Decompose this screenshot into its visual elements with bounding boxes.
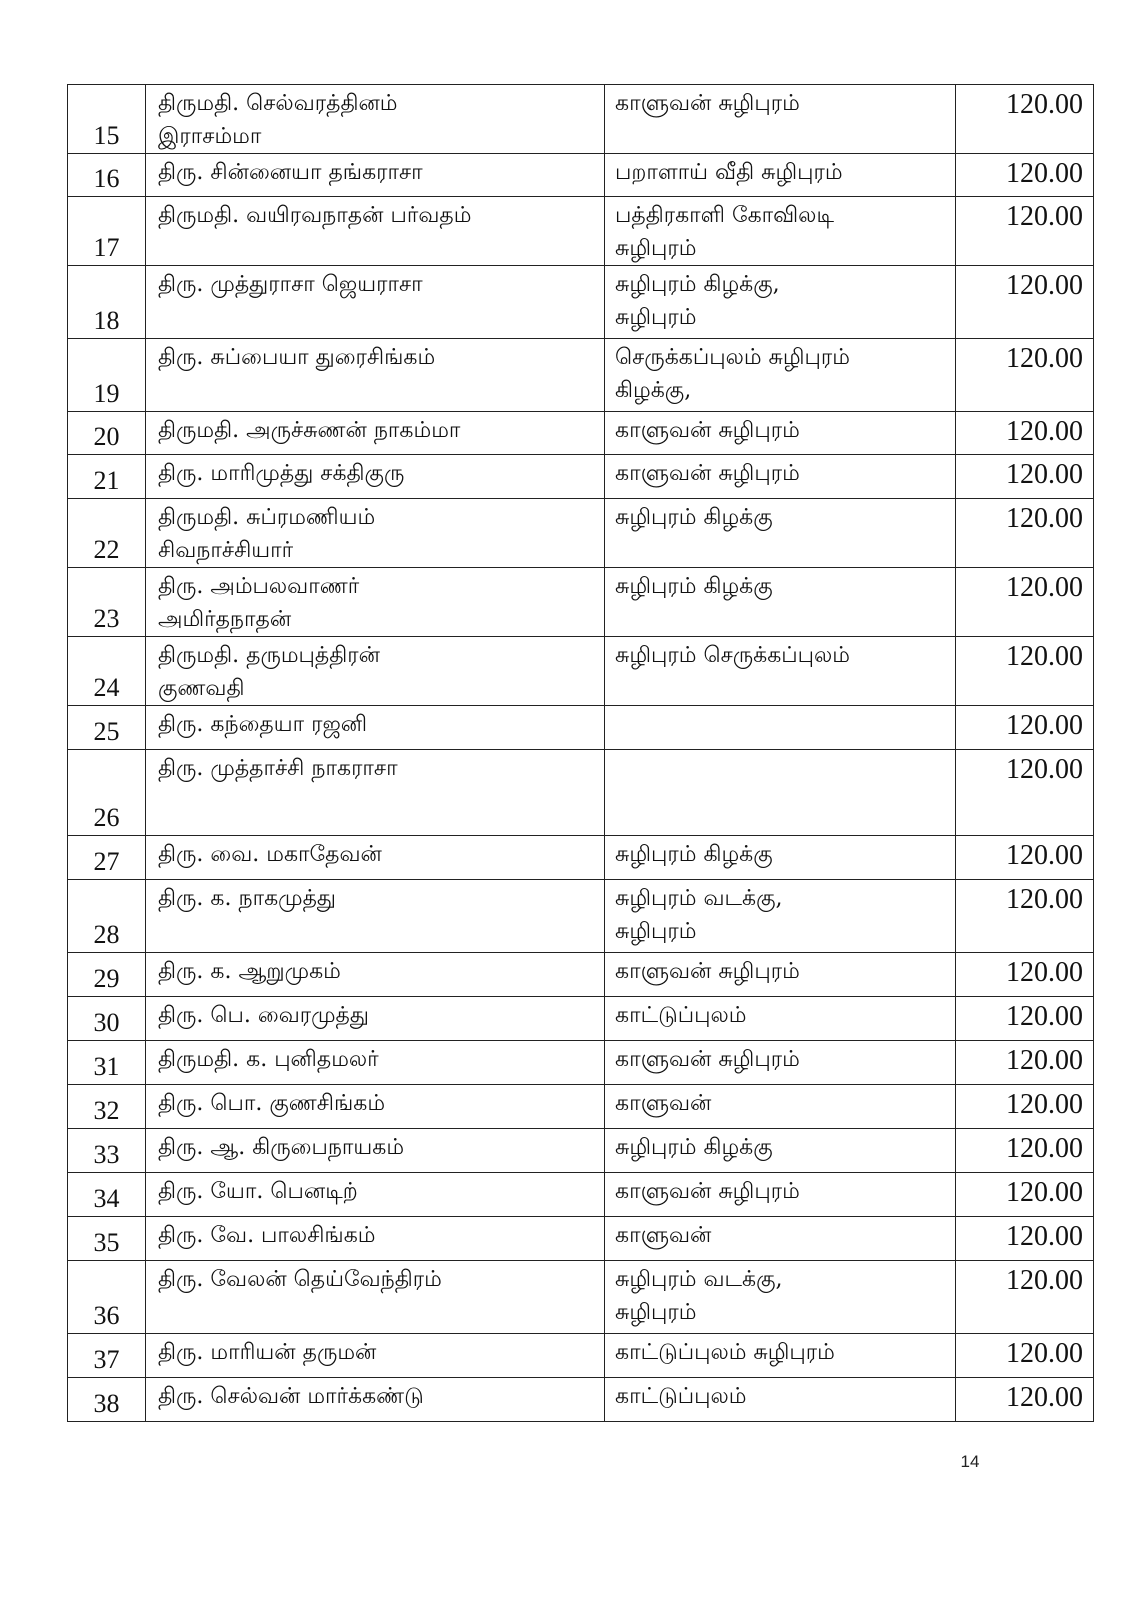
row-address-cell (605, 154, 956, 197)
row-address: சுழிபுரம் கிழக்கு (615, 842, 773, 867)
row-number: 31 (93, 1052, 120, 1081)
table-row (68, 997, 1094, 1041)
table-row (68, 1129, 1094, 1173)
row-amount: 120.00 (1006, 710, 1083, 741)
row-address-cell (605, 197, 956, 266)
row-address-cell (605, 836, 956, 880)
table-row (68, 197, 1094, 266)
row-amount: 120.00 (1006, 503, 1083, 534)
row-amount-cell (956, 455, 1094, 499)
row-name-cell (146, 880, 605, 953)
row-number: 19 (93, 379, 120, 408)
row-number-cell (68, 85, 146, 154)
row-amount: 120.00 (1006, 343, 1083, 374)
row-number: 21 (93, 466, 120, 495)
row-number: 24 (93, 673, 120, 702)
row-amount-cell (956, 1261, 1094, 1334)
row-name: திரு. கந்தையா ரஜனி (158, 712, 368, 737)
row-address-cell (605, 568, 956, 637)
row-address-cell (605, 339, 956, 412)
table-row (68, 750, 1094, 836)
table-row (68, 1173, 1094, 1217)
row-address: காளுவன் சுழிபுரம் (615, 461, 800, 486)
row-name-cell (146, 85, 605, 154)
row-amount-cell (956, 499, 1094, 568)
row-amount-cell (956, 1217, 1094, 1261)
row-address: காட்டுப்புலம் (615, 1003, 747, 1028)
row-number-cell (68, 953, 146, 997)
row-address: காளுவன் (615, 1091, 712, 1116)
row-amount: 120.00 (1006, 1338, 1083, 1369)
row-name-cell (146, 455, 605, 499)
row-name: திரு. வை. மகாதேவன் (158, 842, 382, 867)
row-name: திரு. பெ. வைரமுத்து (158, 1003, 369, 1028)
row-name-cell (146, 499, 605, 568)
row-number-cell (68, 266, 146, 339)
row-address: காளுவன் சுழிபுரம் (615, 1179, 800, 1204)
row-address-cell (605, 1378, 956, 1422)
row-number: 27 (93, 847, 120, 876)
row-number-cell (68, 339, 146, 412)
table-row (68, 637, 1094, 706)
row-address: சுழிபுரம் கிழக்கு (615, 574, 773, 599)
table-row (68, 455, 1094, 499)
table-row (68, 706, 1094, 750)
row-number-cell (68, 568, 146, 637)
row-name-cell (146, 1378, 605, 1422)
row-name-cell (146, 836, 605, 880)
row-number: 15 (93, 121, 120, 150)
row-number: 34 (93, 1184, 120, 1213)
row-number: 26 (93, 803, 120, 832)
table-row (68, 1378, 1094, 1422)
row-name: திரு. ஆ. கிருபைநாயகம் (158, 1135, 405, 1160)
row-address-cell (605, 85, 956, 154)
row-name: திருமதி. அருச்சுணன் நாகம்மா (158, 418, 461, 443)
row-address-cell (605, 412, 956, 455)
row-name: திரு. மாரிமுத்து சக்திகுரு (158, 461, 405, 486)
row-amount-cell (956, 1378, 1094, 1422)
row-name-cell (146, 197, 605, 266)
row-amount: 120.00 (1006, 1001, 1083, 1032)
row-address-cell (605, 1129, 956, 1173)
row-number-cell (68, 455, 146, 499)
row-amount: 120.00 (1006, 1221, 1083, 1252)
row-amount: 120.00 (1006, 201, 1083, 232)
row-name-cell (146, 154, 605, 197)
row-name-cell (146, 997, 605, 1041)
row-number: 17 (93, 233, 120, 262)
row-amount-cell (956, 997, 1094, 1041)
row-amount-cell (956, 1173, 1094, 1217)
row-name: திருமதி. சுப்ரமணியம் சிவநாச்சியார் (158, 505, 376, 563)
table-row (68, 1041, 1094, 1085)
table-row (68, 880, 1094, 953)
row-number: 22 (93, 535, 120, 564)
row-address: பத்திரகாளி கோவிலடி சுழிபுரம் (615, 203, 834, 261)
row-address-cell (605, 1041, 956, 1085)
row-number-cell (68, 1378, 146, 1422)
row-address: சுழிபுரம் கிழக்கு, சுழிபுரம் (615, 272, 780, 330)
row-name: திரு. வே. பாலசிங்கம் (158, 1223, 376, 1248)
table-row (68, 953, 1094, 997)
row-name-cell (146, 1085, 605, 1129)
row-amount: 120.00 (1006, 1177, 1083, 1208)
row-number-cell (68, 154, 146, 197)
row-address: காளுவன் சுழிபுரம் (615, 418, 800, 443)
row-name: திருமதி. தருமபுத்திரன் குணவதி (158, 643, 380, 701)
row-number: 23 (93, 604, 120, 633)
row-number-cell (68, 836, 146, 880)
row-name: திரு. வேலன் தெய்வேந்திரம் (158, 1267, 442, 1292)
row-number: 20 (93, 422, 120, 451)
row-name: திரு. யோ. பெனடிற் (158, 1179, 358, 1204)
row-name: திரு. முத்தாச்சி நாகராசா (158, 756, 398, 781)
row-number: 30 (93, 1008, 120, 1037)
row-amount: 120.00 (1006, 641, 1083, 672)
row-name-cell (146, 1173, 605, 1217)
row-amount: 120.00 (1006, 1265, 1083, 1296)
row-address-cell (605, 1085, 956, 1129)
row-amount: 120.00 (1006, 572, 1083, 603)
row-number: 37 (93, 1345, 120, 1374)
row-address (615, 750, 955, 752)
row-number-cell (68, 706, 146, 750)
row-amount: 120.00 (1006, 1382, 1083, 1413)
row-amount: 120.00 (1006, 89, 1083, 120)
row-address-cell (605, 880, 956, 953)
table-row (68, 1085, 1094, 1129)
row-address-cell (605, 750, 956, 836)
row-address-cell (605, 499, 956, 568)
row-address: பறாளாய் வீதி சுழிபுரம் (615, 160, 843, 185)
row-number: 33 (93, 1140, 120, 1169)
table-row (68, 1261, 1094, 1334)
row-name: திரு. சின்னையா தங்கராசா (158, 160, 423, 185)
row-name-cell (146, 339, 605, 412)
row-number: 29 (93, 964, 120, 993)
row-name: திரு. சுப்பையா துரைசிங்கம் (158, 345, 436, 370)
row-amount-cell (956, 154, 1094, 197)
row-amount: 120.00 (1006, 957, 1083, 988)
row-amount-cell (956, 568, 1094, 637)
row-amount: 120.00 (1006, 416, 1083, 447)
row-number: 32 (93, 1096, 120, 1125)
row-amount-cell (956, 706, 1094, 750)
table-row (68, 339, 1094, 412)
row-number-cell (68, 750, 146, 836)
row-amount-cell (956, 266, 1094, 339)
row-amount: 120.00 (1006, 158, 1083, 189)
table-row (68, 1217, 1094, 1261)
row-number-cell (68, 1129, 146, 1173)
row-address: சுழிபுரம் வடக்கு, சுழிபுரம் (615, 886, 783, 944)
row-address (615, 706, 955, 708)
row-name: திருமதி. செல்வரத்தினம் இராசம்மா (158, 91, 398, 149)
row-address-cell (605, 1217, 956, 1261)
row-number-cell (68, 1085, 146, 1129)
row-address: காட்டுப்புலம் (615, 1384, 747, 1409)
row-number-cell (68, 1261, 146, 1334)
row-address-cell (605, 953, 956, 997)
row-amount-cell (956, 880, 1094, 953)
row-name: திரு. மாரியன் தருமன் (158, 1340, 377, 1365)
row-amount-cell (956, 197, 1094, 266)
table-row (68, 266, 1094, 339)
row-number: 25 (93, 717, 120, 746)
row-number-cell (68, 997, 146, 1041)
row-number: 28 (93, 920, 120, 949)
row-name-cell (146, 412, 605, 455)
row-number-cell (68, 1041, 146, 1085)
row-name: திரு. பொ. குணசிங்கம் (158, 1091, 386, 1116)
row-number-cell (68, 412, 146, 455)
row-address-cell (605, 1173, 956, 1217)
row-name-cell (146, 568, 605, 637)
table-row (68, 85, 1094, 154)
row-number-cell (68, 1334, 146, 1378)
table-body (68, 85, 1094, 1422)
row-amount-cell (956, 637, 1094, 706)
row-number-cell (68, 197, 146, 266)
row-address: செருக்கப்புலம் சுழிபுரம் கிழக்கு, (615, 345, 850, 403)
row-amount: 120.00 (1006, 270, 1083, 301)
row-number: 18 (93, 306, 120, 335)
row-amount: 120.00 (1006, 754, 1083, 785)
row-name: திரு. முத்துராசா ஜெயராசா (158, 272, 423, 297)
row-address: காட்டுப்புலம் சுழிபுரம் (615, 1340, 835, 1365)
table-row (68, 1334, 1094, 1378)
row-name-cell (146, 1041, 605, 1085)
row-amount-cell (956, 1085, 1094, 1129)
row-amount-cell (956, 412, 1094, 455)
row-number: 35 (93, 1228, 120, 1257)
row-address-cell (605, 1334, 956, 1378)
table-row (68, 154, 1094, 197)
row-address-cell (605, 706, 956, 750)
row-amount: 120.00 (1006, 1089, 1083, 1120)
row-name-cell (146, 1217, 605, 1261)
row-address: காளுவன் சுழிபுரம் (615, 959, 800, 984)
row-address-cell (605, 997, 956, 1041)
row-address-cell (605, 1261, 956, 1334)
row-amount-cell (956, 836, 1094, 880)
row-name: திருமதி. க. புனிதமலர் (158, 1047, 379, 1072)
row-name: திருமதி. வயிரவநாதன் பர்வதம் (158, 203, 472, 228)
table-row (68, 568, 1094, 637)
row-address: சுழிபுரம் வடக்கு, சுழிபுரம் (615, 1267, 783, 1325)
row-amount: 120.00 (1006, 1133, 1083, 1164)
row-name-cell (146, 1129, 605, 1173)
row-amount: 120.00 (1006, 884, 1083, 915)
row-number: 36 (93, 1301, 120, 1330)
row-amount-cell (956, 85, 1094, 154)
row-number: 38 (93, 1389, 120, 1418)
row-amount-cell (956, 953, 1094, 997)
beneficiary-table (67, 84, 1094, 1422)
row-amount-cell (956, 1041, 1094, 1085)
row-amount-cell (956, 1334, 1094, 1378)
row-name-cell (146, 706, 605, 750)
row-address: சுழிபுரம் கிழக்கு (615, 505, 773, 530)
row-number-cell (68, 499, 146, 568)
row-address-cell (605, 266, 956, 339)
row-name: திரு. க. நாகமுத்து (158, 886, 336, 911)
row-name-cell (146, 953, 605, 997)
row-name-cell (146, 750, 605, 836)
row-amount-cell (956, 750, 1094, 836)
row-address-cell (605, 455, 956, 499)
row-amount: 120.00 (1006, 1045, 1083, 1076)
row-name-cell (146, 1334, 605, 1378)
page-number: 14 (960, 1452, 980, 1471)
row-name-cell (146, 637, 605, 706)
row-address: காளுவன் (615, 1223, 712, 1248)
row-number: 16 (93, 164, 120, 193)
row-amount: 120.00 (1006, 840, 1083, 871)
row-amount: 120.00 (1006, 459, 1083, 490)
table-row (68, 499, 1094, 568)
table-row (68, 412, 1094, 455)
row-address: சுழிபுரம் செருக்கப்புலம் (615, 643, 850, 668)
row-name: திரு. க. ஆறுமுகம் (158, 959, 341, 984)
row-name: திரு. செல்வன் மார்க்கண்டு (158, 1384, 424, 1409)
row-address: சுழிபுரம் கிழக்கு (615, 1135, 773, 1160)
row-name: திரு. அம்பலவாணர் அமிர்தநாதன் (158, 574, 360, 632)
row-address: காளுவன் சுழிபுரம் (615, 1047, 800, 1072)
row-address-cell (605, 637, 956, 706)
row-number-cell (68, 637, 146, 706)
row-number-cell (68, 1217, 146, 1261)
row-amount-cell (956, 1129, 1094, 1173)
row-name-cell (146, 1261, 605, 1334)
table-row (68, 836, 1094, 880)
row-number-cell (68, 1173, 146, 1217)
row-name-cell (146, 266, 605, 339)
row-address: காளுவன் சுழிபுரம் (615, 91, 800, 116)
row-number-cell (68, 880, 146, 953)
row-amount-cell (956, 339, 1094, 412)
